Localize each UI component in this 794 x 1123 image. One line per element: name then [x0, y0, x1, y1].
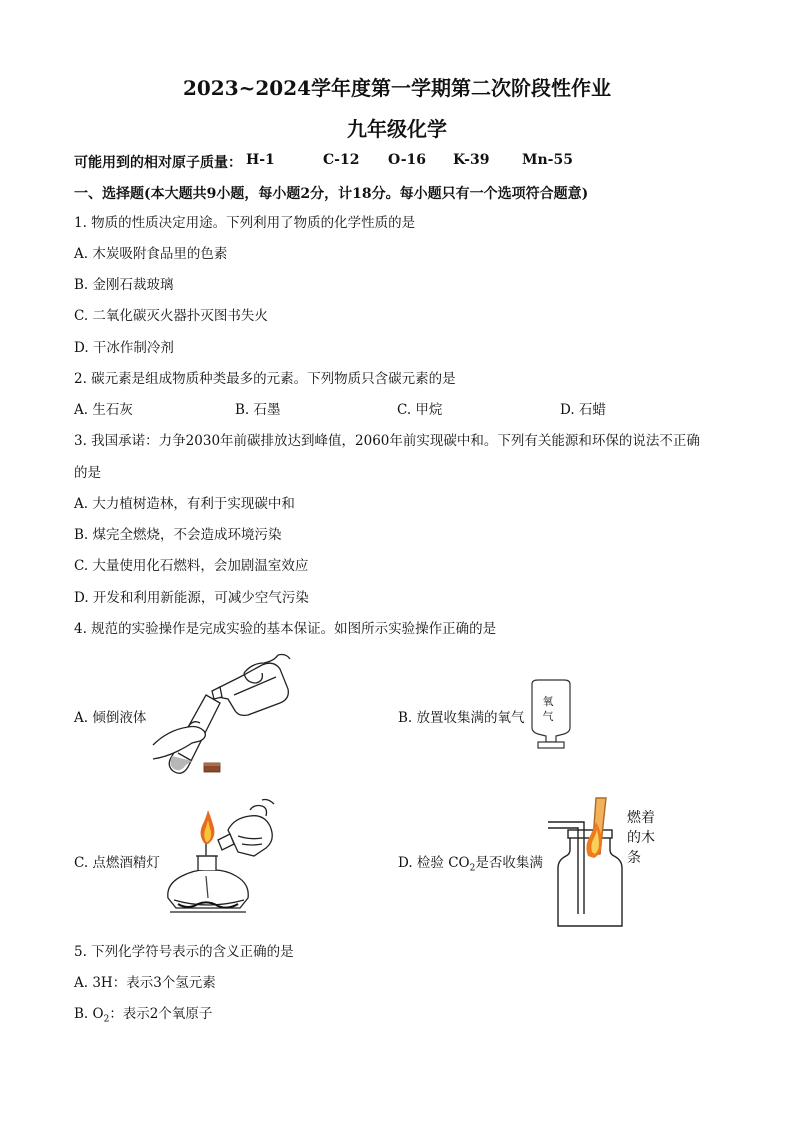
burning-stick-label-line1: 燃着: [627, 810, 655, 826]
q4-option-a: A. 倾倒液体: [74, 710, 147, 726]
q1-option-d: D. 干冰作制冷剂: [74, 340, 174, 356]
q4-option-b: B. 放置收集满的氧气: [398, 710, 525, 726]
q5-option-b-sub: 2: [103, 1014, 110, 1025]
q1-option-b: B. 金刚石裁玻璃: [74, 277, 174, 293]
q5-option-b: [74, 1005, 212, 1029]
figure-pouring-liquid: [148, 655, 298, 785]
q3-stem-line2: 的是: [74, 465, 101, 481]
q1-option-a: A. 木炭吸附食品里的色素: [74, 246, 228, 262]
oxygen-bottle-label: 氧气: [542, 695, 554, 723]
q4-option-c: C. 点燃酒精灯: [74, 855, 160, 871]
atomic-mass-h: H-1: [246, 152, 275, 168]
q4-option-d: [398, 854, 543, 878]
q4-option-d-suffix: 是否收集满: [475, 855, 543, 871]
section-heading: 一、选择题(本大题共9小题，每小题2分，计18分。每小题只有一个选项符合题意): [74, 186, 589, 202]
q3-stem-line1: 3. 我国承诺：力争2030年前碳排放达到峰值，2060年前实现碳中和。下列有关能源和环保的说法不正确: [74, 433, 700, 449]
burning-stick-label-line3: 条: [627, 850, 641, 866]
q5-option-a: A. 3H：表示3个氢元素: [74, 975, 216, 991]
q3-option-b: B. 煤完全燃烧，不会造成环境污染: [74, 527, 282, 543]
q2-option-b: B. 石墨: [235, 402, 281, 418]
q5-option-b-suffix: ：表示2个氧原子: [109, 1006, 213, 1022]
q1-option-c: C. 二氧化碳灭火器扑灭图书失火: [74, 308, 268, 324]
q2-option-c: C. 甲烷: [397, 402, 443, 418]
q4-option-d-sub: 2: [469, 863, 476, 874]
q3-option-d: D. 开发和利用新能源，可减少空气污染: [74, 590, 309, 606]
q2-stem: 2. 碳元素是组成物质种类最多的元素。下列物质只含碳元素的是: [74, 371, 456, 387]
page-subtitle: 九年级化学: [347, 117, 447, 141]
q5-option-b-prefix: B. O: [74, 1006, 104, 1022]
q1-stem: 1. 物质的性质决定用途。下列利用了物质的化学性质的是: [74, 215, 416, 231]
q2-option-d: D. 石蜡: [560, 402, 606, 418]
q4-option-d-prefix: D. 检验 CO: [398, 855, 470, 871]
atomic-mass-c: C-12: [323, 152, 360, 168]
q5-stem: 5. 下列化学符号表示的含义正确的是: [74, 944, 294, 960]
atomic-mass-k: K-39: [453, 152, 490, 168]
atomic-mass-o: O-16: [388, 152, 427, 168]
burning-stick-label-line2: 的木: [627, 830, 655, 846]
figure-alcohol-lamp: [158, 800, 278, 922]
atomic-mass-mn: Mn-55: [522, 152, 573, 168]
atomic-mass-label: 可能用到的相对原子质量：: [74, 155, 242, 171]
q3-option-c: C. 大量使用化石燃料，会加剧温室效应: [74, 558, 309, 574]
figure-co2-test: [548, 794, 628, 928]
page-title: 2023~2024学年度第一学期第二次阶段性作业: [182, 76, 612, 100]
q3-option-a: A. 大力植树造林，有利于实现碳中和: [74, 496, 295, 512]
q2-option-a: A. 生石灰: [74, 402, 133, 418]
q4-stem: 4. 规范的实验操作是完成实验的基本保证。如图所示实验操作正确的是: [74, 621, 497, 637]
